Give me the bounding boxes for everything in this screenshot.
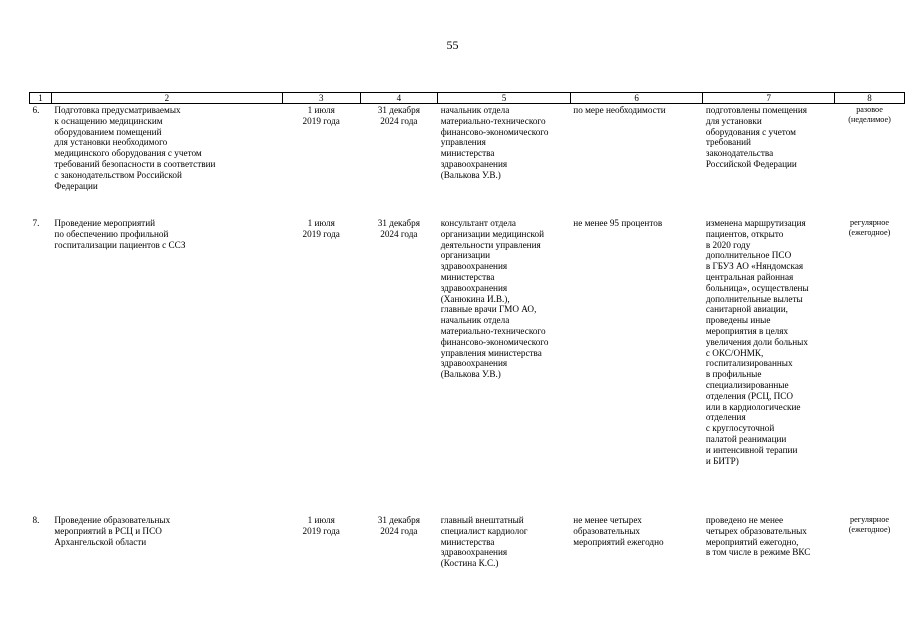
- result-cell: проведено не менее четырех образовательных мероприятий ежегодно, в том числе в режиме ВКС: [705, 515, 811, 558]
- indicator-cell: по мере необходимости: [573, 105, 666, 115]
- column-number-row: [30, 93, 905, 104]
- column-header: 7: [703, 93, 835, 104]
- column-header: 6: [570, 93, 703, 104]
- table-row: [30, 104, 905, 218]
- type-cell: регулярное (ежегодное): [848, 218, 891, 237]
- end-date-cell: 31 декабря 2024 года: [377, 515, 420, 536]
- indicator-cell: не менее четырех образовательных мероприятий ежегодно: [573, 515, 664, 547]
- column-header: 1: [30, 93, 52, 104]
- row-number: 8.: [32, 515, 40, 525]
- start-date-cell: 1 июля 2019 года: [302, 105, 340, 126]
- measure-cell: Подготовка предусматриваемых к оснащению медицинским оборудованием помещений для установки необходимого медицинского оборудования с учетом требований безопасности в соответствии с законодательством Российской Федерации: [54, 105, 216, 191]
- plan-table: [29, 92, 905, 569]
- column-header: 3: [282, 93, 360, 104]
- table-row: [30, 514, 905, 569]
- responsible-cell: консультант отдела организации медицинской деятельности управления организации здравоохранения министерства здравоохранения (Ханюкина И.В.), главные врачи ГМО АО, начальник отдела материально-технического финансово-экономического управления министерства здравоохранения (Валькова У.В.): [440, 218, 549, 380]
- row-number: 6.: [32, 105, 40, 115]
- column-header: 4: [360, 93, 438, 104]
- responsible-cell: главный внештатный специалист кардиолог министерства здравоохранения (Костина К.С.): [440, 515, 528, 569]
- type-cell: разовое (неделимое): [848, 105, 891, 124]
- table-row: [30, 217, 905, 514]
- start-date-cell: 1 июля 2019 года: [302, 515, 340, 536]
- end-date-cell: 31 декабря 2024 года: [377, 218, 420, 239]
- column-header: 5: [438, 93, 571, 104]
- indicator-cell: не менее 95 процентов: [573, 218, 663, 228]
- column-header: 8: [835, 93, 905, 104]
- result-cell: подготовлены помещения для установки оборудования с учетом требований законодательства Российской Федерации: [705, 105, 807, 169]
- responsible-cell: начальник отдела материально-технического финансово-экономического управления министерства здравоохранения (Валькова У.В.): [440, 105, 549, 180]
- page-number: 55: [446, 38, 459, 52]
- measure-cell: Проведение мероприятий по обеспечению профильной госпитализации пациентов с ССЗ: [54, 218, 186, 250]
- row-number: 7.: [32, 218, 40, 228]
- column-header: 2: [51, 93, 282, 104]
- type-cell: регулярное (ежегодное): [848, 515, 891, 534]
- start-date-cell: 1 июля 2019 года: [302, 218, 340, 239]
- result-cell: изменена маршрутизация пациентов, открыто в 2020 году дополнительное ПСО в ГБУЗ АО «Няндомская центральная районная больница», осуществлены дополнительные вылеты санитарной авиации, проведены иные мероприятия в целях увеличения доли больных с ОКС/ОНМК, госпитализированных в профильные специализированные отделения (РСЦ, ПСО или в кардиологические отделения с круглосуточной палатой реанимации и интенсивной терапии и БИТР): [705, 218, 809, 466]
- end-date-cell: 31 декабря 2024 года: [377, 105, 420, 126]
- measure-cell: Проведение образовательных мероприятий в РСЦ и ПСО Архангельской области: [54, 515, 171, 547]
